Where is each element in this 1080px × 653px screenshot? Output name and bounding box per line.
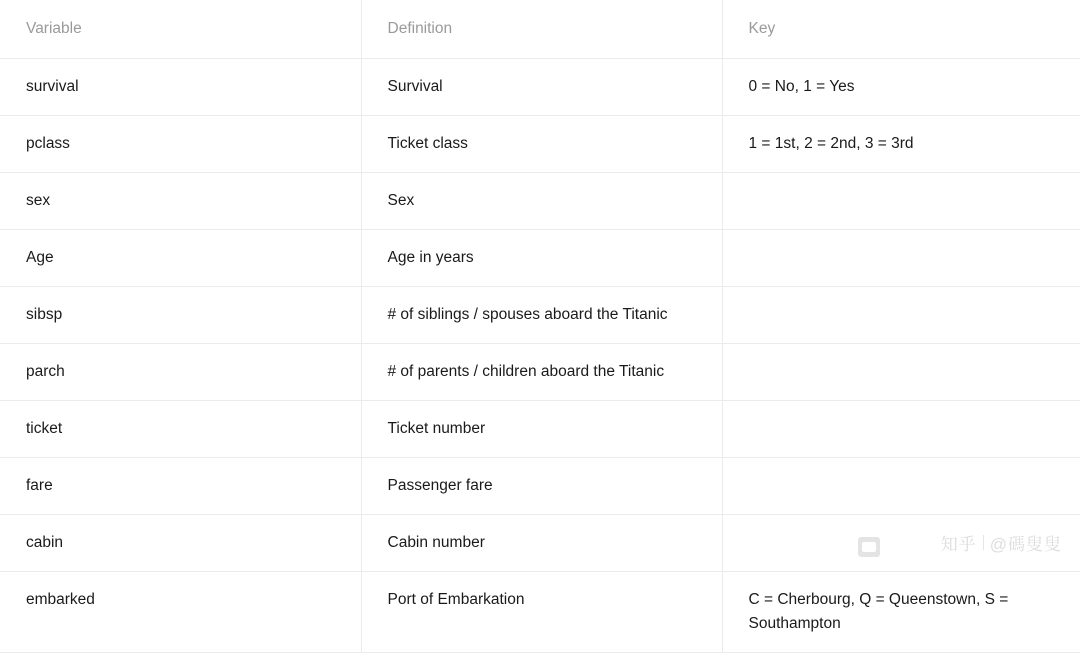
table-row (0, 572, 1080, 653)
cell-variable-text: survival (26, 78, 79, 95)
cell-key (722, 515, 1080, 572)
cell-definition-text: Ticket class (387, 135, 468, 152)
cell-key (722, 344, 1080, 401)
cell-variable-text: parch (26, 363, 65, 380)
table-row (0, 230, 1080, 287)
cell-variable (0, 173, 361, 230)
cell-definition (361, 173, 722, 230)
cell-key (722, 116, 1080, 173)
cell-definition (361, 230, 722, 287)
cell-variable-text: sex (26, 192, 51, 209)
cell-definition (361, 116, 722, 173)
cell-key (722, 59, 1080, 116)
cell-definition (361, 59, 722, 116)
cell-key (722, 230, 1080, 287)
table-row (0, 344, 1080, 401)
cell-variable-text: pclass (26, 135, 70, 152)
column-header-key-label: Key (748, 20, 776, 37)
table-header-row (0, 0, 1080, 59)
cell-variable (0, 344, 361, 401)
cell-variable (0, 572, 361, 653)
table-row (0, 401, 1080, 458)
table-row (0, 59, 1080, 116)
table-header (0, 0, 1080, 59)
watermark-username: @碼叟叟 (989, 535, 1062, 554)
table-row (0, 458, 1080, 515)
cell-definition (361, 515, 722, 572)
cell-definition-text: Survival (387, 78, 443, 95)
cell-definition-text: Port of Embarkation (387, 591, 525, 608)
cell-key (722, 572, 1080, 653)
cell-variable (0, 230, 361, 287)
column-header-key (722, 0, 1080, 59)
cell-definition (361, 287, 722, 344)
cell-variable-text: embarked (26, 591, 95, 608)
cell-variable (0, 458, 361, 515)
cell-variable (0, 287, 361, 344)
column-header-definition (361, 0, 722, 59)
cell-definition-text: # of siblings / spouses aboard the Titanic (387, 306, 668, 323)
cell-key-text: 1 = 1st, 2 = 2nd, 3 = 3rd (748, 135, 914, 152)
cell-definition-text: Ticket number (387, 420, 486, 437)
column-header-definition-label: Definition (387, 20, 453, 37)
cell-variable-text: cabin (26, 534, 64, 551)
cell-definition-text: Sex (387, 192, 415, 209)
cell-definition (361, 344, 722, 401)
cell-definition (361, 458, 722, 515)
column-header-variable-label: Variable (26, 20, 82, 37)
cell-definition-text: Cabin number (387, 534, 485, 551)
cell-variable (0, 515, 361, 572)
table-row (0, 173, 1080, 230)
watermark-logo: 知乎 (940, 535, 977, 554)
cell-definition-text: # of parents / children aboard the Titanic (387, 363, 665, 380)
cell-variable-text: fare (26, 477, 53, 494)
cell-variable-text: ticket (26, 420, 63, 437)
cell-key (722, 458, 1080, 515)
cell-key-text: C = Cherbourg, Q = Queenstown, S = Southampton (748, 591, 1013, 632)
table-row (0, 287, 1080, 344)
table-row (0, 515, 1080, 572)
table-row (0, 116, 1080, 173)
cell-definition-text: Age in years (387, 249, 474, 266)
cell-key (722, 401, 1080, 458)
cell-variable (0, 59, 361, 116)
table-body (0, 59, 1080, 653)
cell-definition (361, 572, 722, 653)
cell-definition (361, 401, 722, 458)
cell-variable-text: Age (26, 249, 54, 266)
cell-key (722, 173, 1080, 230)
column-header-variable (0, 0, 361, 59)
cell-key-text: 0 = No, 1 = Yes (748, 78, 855, 95)
cell-variable (0, 401, 361, 458)
cell-key (722, 287, 1080, 344)
cell-definition-text: Passenger fare (387, 477, 493, 494)
cell-variable (0, 116, 361, 173)
cell-variable-text: sibsp (26, 306, 63, 323)
